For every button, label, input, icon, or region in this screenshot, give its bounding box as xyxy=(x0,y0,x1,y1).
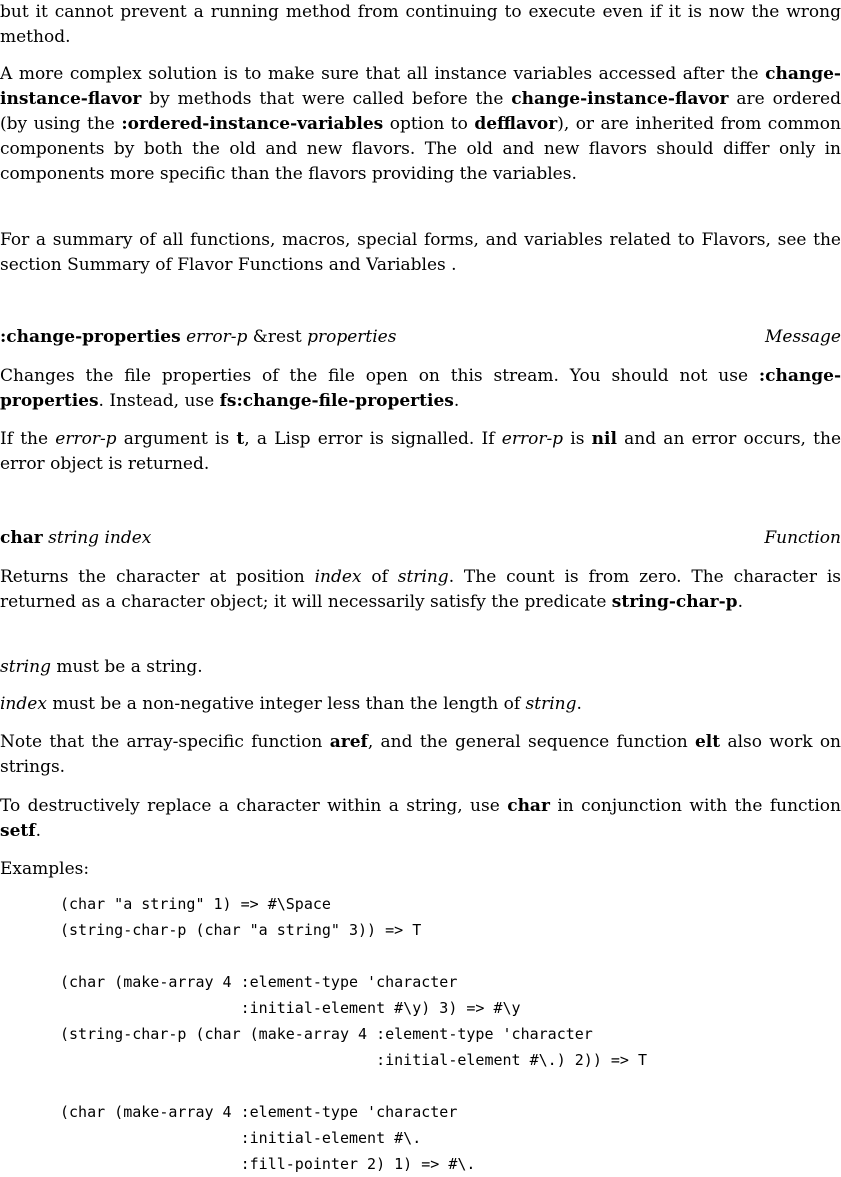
text: of xyxy=(361,567,398,587)
entry-name: :change-properties xyxy=(0,327,181,347)
code-term: elt xyxy=(694,732,721,752)
intro-paragraph-3: For a summary of all functions, macros, special forms, and variables related to Flavors, see the section Summary of Flavor Functions and Variables . xyxy=(0,230,841,275)
entry-arg: error-p xyxy=(186,327,248,347)
arg-ref: string xyxy=(397,567,449,587)
text: and an error occurs, the error object is returned. xyxy=(0,429,841,474)
entry-args: string index xyxy=(48,528,152,548)
entry-arg: properties xyxy=(307,327,397,347)
code-term: aref xyxy=(329,732,368,752)
text: , and the general sequence function xyxy=(367,732,695,752)
code-term: nil xyxy=(591,429,617,449)
text: . Instead, use xyxy=(98,391,220,411)
intro-paragraph-2 xyxy=(0,62,841,187)
code-term: t xyxy=(236,429,245,449)
entry1-paragraph-2 xyxy=(0,427,841,477)
entry-rest-keyword: &rest xyxy=(252,327,302,347)
code-term: :ordered-instance-variables xyxy=(121,114,384,134)
text: ), or are inherited from common components by both the old and new flavors. The old and new flavors should differ only in components more specific than the flavors providing the variables. xyxy=(0,114,841,184)
text: . xyxy=(453,391,460,411)
arg-ref: error-p xyxy=(501,429,564,449)
code-term: defflavor xyxy=(474,114,558,134)
code-term: fs:change-file-properties xyxy=(219,391,454,411)
text: . xyxy=(576,694,582,714)
arg-ref: index xyxy=(0,694,47,714)
text: . xyxy=(35,821,41,841)
entry-heading-char xyxy=(0,526,841,551)
code-term: change-instance-flavor xyxy=(0,64,841,109)
arg-ref: error-p xyxy=(55,429,117,449)
entry2-paragraph-2 xyxy=(0,655,841,680)
examples-label: Examples: xyxy=(0,859,90,879)
intro-paragraph-1: but it cannot prevent a running method from continuing to execute even if it is now the wrong method. xyxy=(0,2,841,47)
text: . The count is from zero. The character is returned as a character object; it will necessarily satisfy the predicate xyxy=(0,567,841,612)
entry2-paragraph-4 xyxy=(0,730,841,780)
entry-kind: Function xyxy=(764,528,841,548)
text: argument is xyxy=(116,429,237,449)
text: by methods that were called before the xyxy=(141,89,512,109)
text: Note that the array-specific function xyxy=(0,732,330,752)
arg-ref: string xyxy=(0,657,51,677)
text: . xyxy=(737,592,743,612)
entry2-paragraph-3 xyxy=(0,692,841,717)
intro-section xyxy=(0,0,841,50)
code-term: string-char-p xyxy=(611,592,738,612)
entry-name: char xyxy=(0,528,43,548)
text: in conjunction with the function xyxy=(549,796,841,816)
entry2-paragraph-5 xyxy=(0,794,841,844)
text: must be a non-negative integer less than the length of xyxy=(46,694,526,714)
examples-label-block xyxy=(0,857,841,882)
text: A more complex solution is to make sure that all instance variables accessed after the xyxy=(0,64,766,84)
text: Changes the file properties of the file open on this stream. You should not use xyxy=(0,366,759,386)
code-term: change-instance-flavor xyxy=(511,89,729,109)
text: , a Lisp error is signalled. If xyxy=(244,429,502,449)
text: must be a string. xyxy=(50,657,203,677)
text: Returns the character at position xyxy=(0,567,315,587)
entry2-paragraph-1 xyxy=(0,565,841,615)
text: To destructively replace a character within a string, use xyxy=(0,796,508,816)
text: is xyxy=(563,429,592,449)
code-term: char xyxy=(507,796,550,816)
entry-heading-change-properties xyxy=(0,325,841,350)
text: also work on strings. xyxy=(0,732,841,777)
text: If the xyxy=(0,429,56,449)
code-term: setf xyxy=(0,821,36,841)
entry-kind: Message xyxy=(765,327,841,347)
entry1-paragraph-1 xyxy=(0,364,841,414)
arg-ref: index xyxy=(314,567,362,587)
arg-ref: string xyxy=(525,694,577,714)
code-term: :change-properties xyxy=(0,366,841,411)
text: option to xyxy=(383,114,475,134)
code-example: (char "a string" 1) => #\Space (string-char-p (char "a string" 3)) => T (char (make-array 4 :element-type 'character :initial-element #\y) 3) => #\y (string-char-p (char (make-array 4 :element-type 'character :initial-element #\.) 2)) => T (char (make-array 4 :element-type 'character :initial-element #\. :fill-pointer 2) 1) => #\. xyxy=(60,895,647,1173)
text: are ordered (by using the xyxy=(0,89,841,134)
